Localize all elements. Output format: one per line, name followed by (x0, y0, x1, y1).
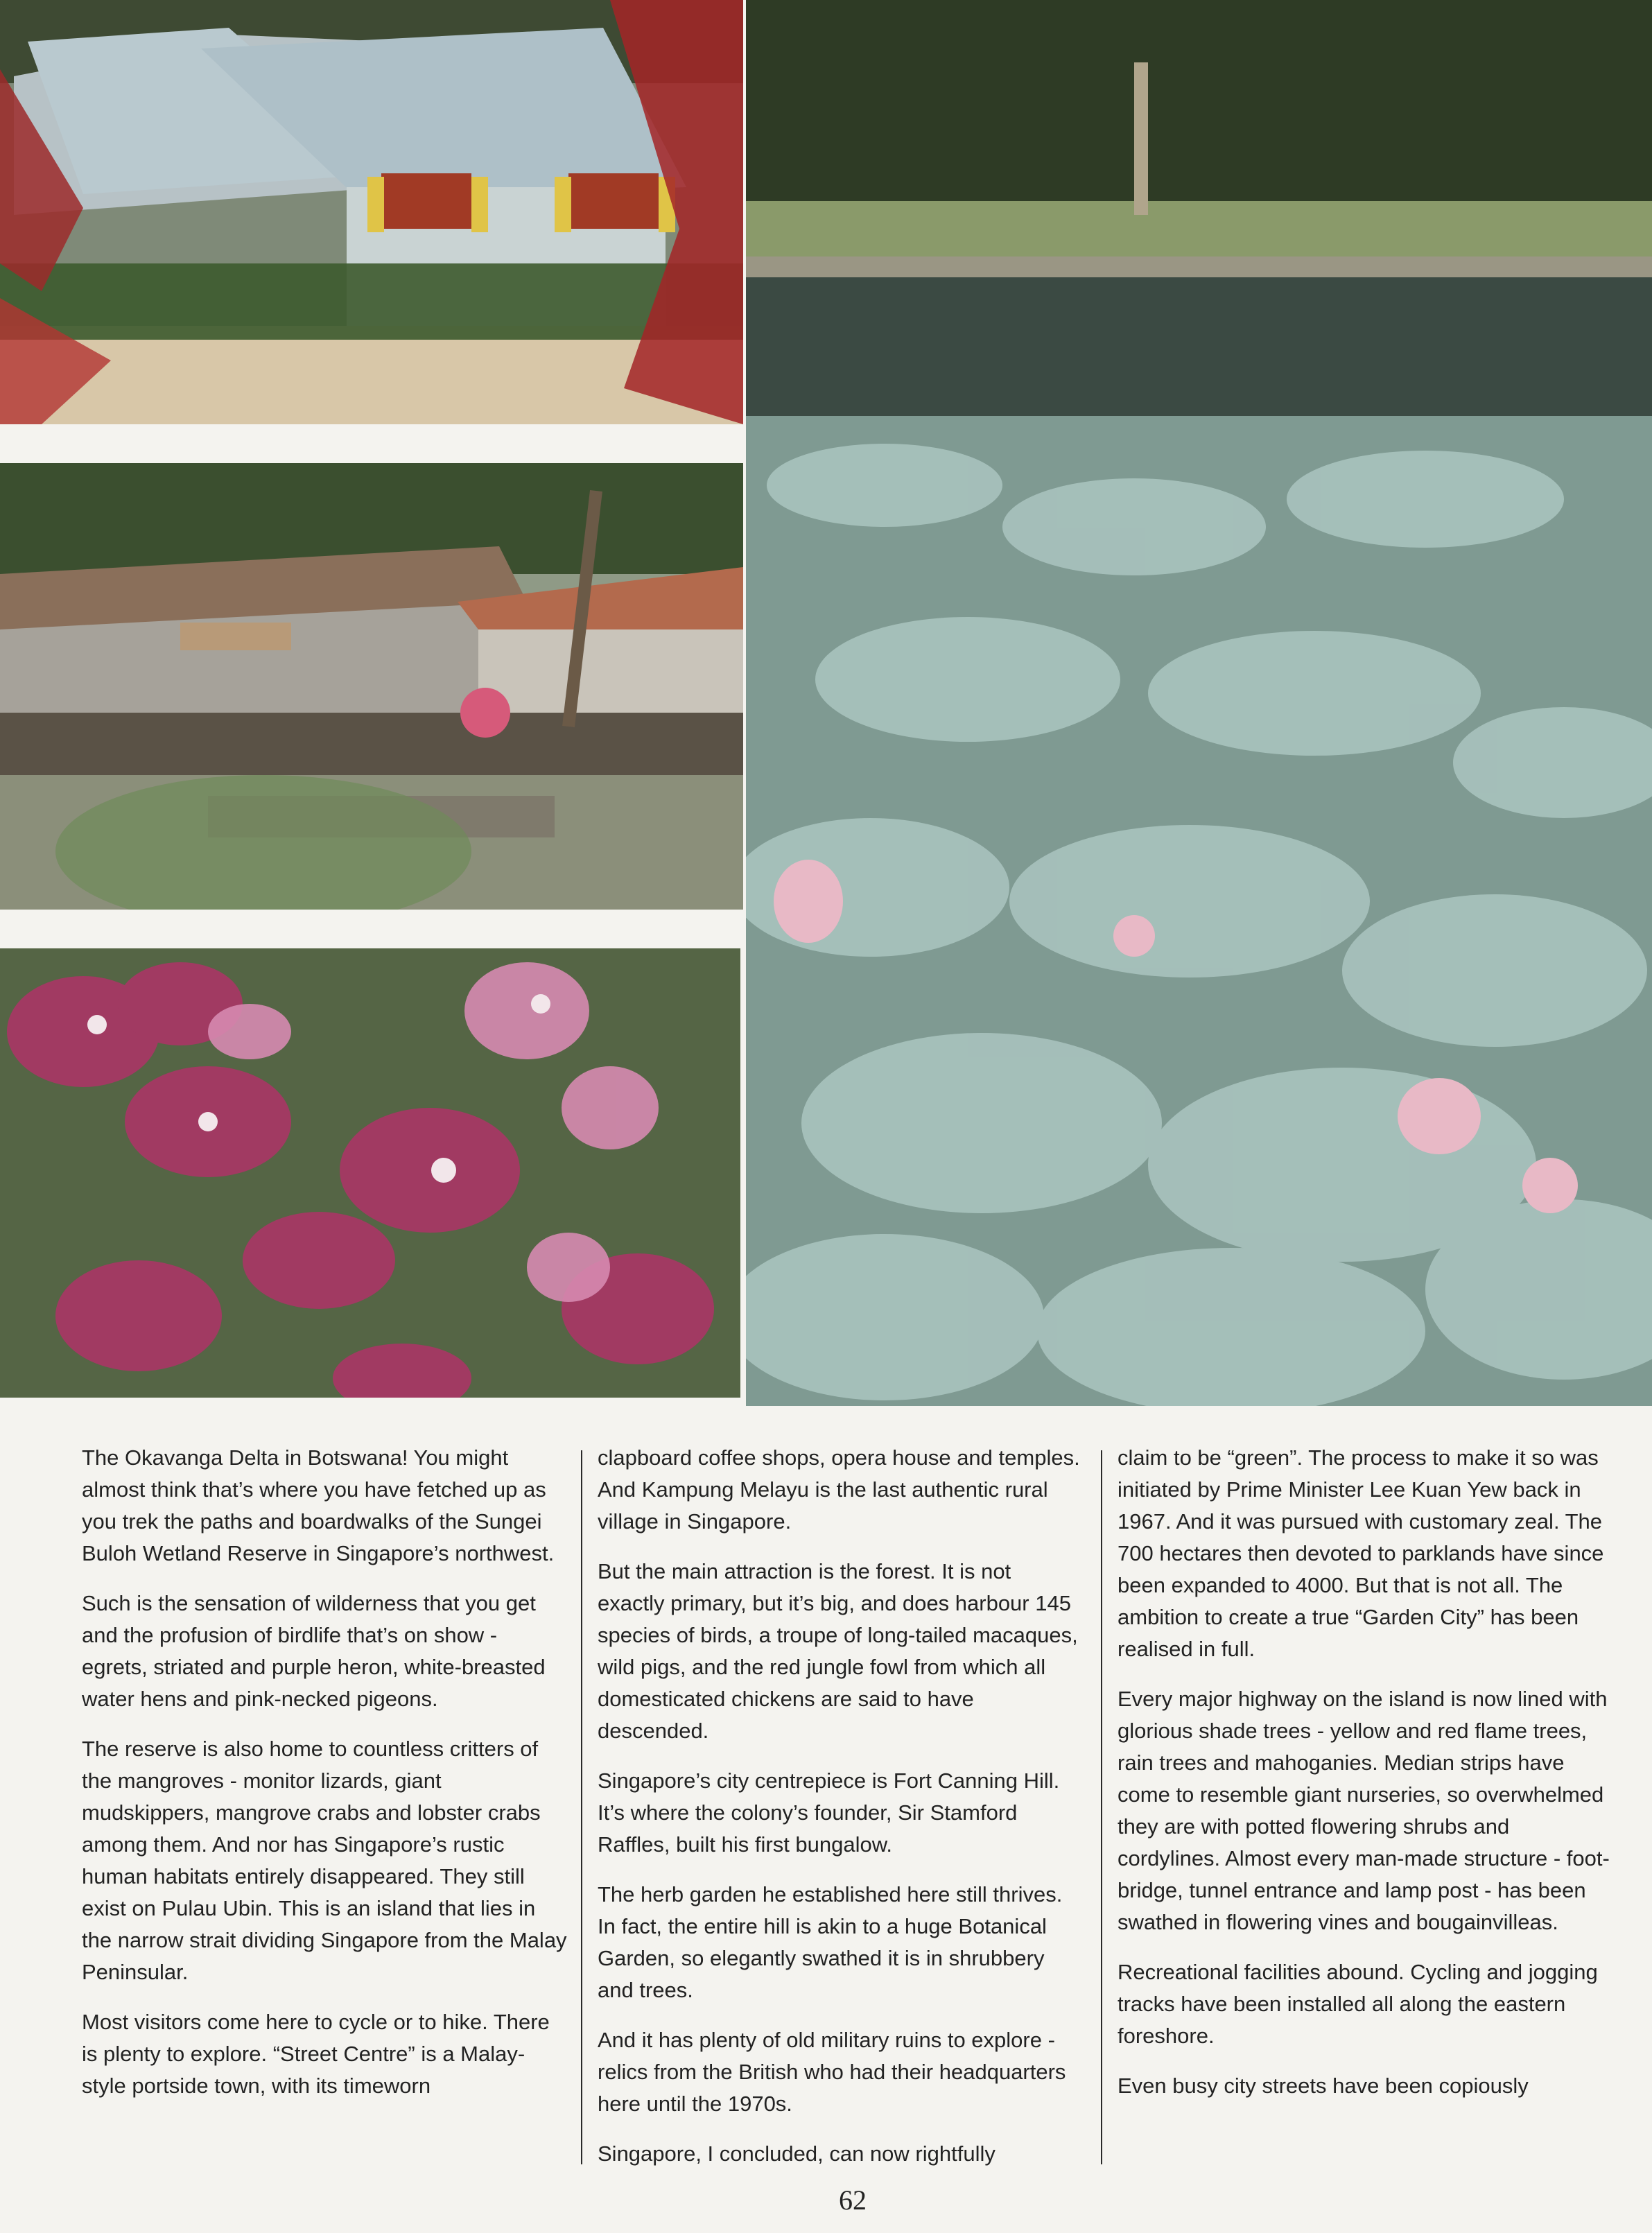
paragraph: Singapore, I concluded, can now rightfully (598, 2141, 995, 2166)
paragraph: Recreational facilities abound. Cycling and jogging tracks have been installed all along the eastern foreshore. (1118, 1960, 1598, 2048)
paragraph: clapboard coffee shops, opera house and temples. And Kampung Melayu is the last authentic rural village in Singapore. (598, 1445, 1080, 1533)
text-column-1 (82, 1442, 567, 2163)
text-column-2 (598, 1442, 1083, 2166)
pink-orchids-photo (0, 948, 740, 1398)
paragraph: The herb garden he established here still thrives. In fact, the entire hill is akin to a huge Botanical Garden, so elegantly swathed it is in shrubbery and trees. (598, 1882, 1063, 2002)
lotus-pond-photo (746, 0, 1652, 1406)
paragraph: claim to be “green”. The process to make it so was initiated by Prime Minister Lee Kuan Yew back in 1967. And it was pursued with customary zeal. The 700 hectares then devoted to parklands have since been expanded to 4000. But that is not all. The ambition to create a true “Garden City” has been realised in full. (1118, 1445, 1604, 1661)
page-number: 62 (839, 2184, 867, 2216)
column-divider (1101, 1450, 1102, 2164)
paragraph: Singapore’s city centrepiece is Fort Canning Hill. It’s where the colony’s founder, Sir Stamford Raffles, built his first bungalow. (598, 1769, 1060, 1857)
waterfront-village-photo (0, 463, 743, 910)
paragraph: Most visitors come here to cycle or to hike. There is plenty to explore. “Street Centre” is a Malay-style portside town, with its timeworn (82, 2010, 550, 2098)
paragraph: But the main attraction is the forest. It is not exactly primary, but it’s big, and does harbour 145 species of birds, a troupe of long-tailed macaques, wild pigs, and the red jungle fowl from which all domesticated chickens are said to have descended. (598, 1559, 1078, 1743)
column-divider (581, 1450, 582, 2164)
paragraph: The reserve is also home to countless critters of the mangroves - monitor lizards, giant mudskippers, mangrove crabs and lobster crabs among them. And nor has Singapore’s rustic human habitats entirely disappeared. They still exist on Pulau Ubin. This is an island that lies in the narrow strait dividing Singapore from the Malay Peninsular. (82, 1737, 567, 1984)
paragraph: The Okavanga Delta in Botswana! You might almost think that’s where you have fetched up as you trek the paths and boardwalks of the Sungei Buloh Wetland Reserve in Singapore’s northwest. (82, 1445, 555, 1565)
paragraph: Even busy city streets have been copiously (1118, 2074, 1529, 2098)
wooden-house-photo (0, 0, 743, 424)
paragraph: Such is the sensation of wilderness that you get and the profusion of birdlife that’s on show - egrets, striated and purple heron, white-breasted water hens and pink-necked pigeons. (82, 1591, 546, 1711)
paragraph: And it has plenty of old military ruins to explore - relics from the British who had their headquarters here until the 1970s. (598, 2028, 1066, 2116)
text-column-3 (1118, 1442, 1610, 2163)
paragraph: Every major highway on the island is now lined with glorious shade trees - yellow and red flame trees, rain trees and mahoganies. Median strips have come to resemble giant nurseries, so overwhelmed they are with potted flowering shrubs and cordylines. Almost every man-made structure - foot-bridge, tunnel entrance and lamp post - has been swathed in flowering vines and bougainvilleas. (1118, 1687, 1610, 1934)
